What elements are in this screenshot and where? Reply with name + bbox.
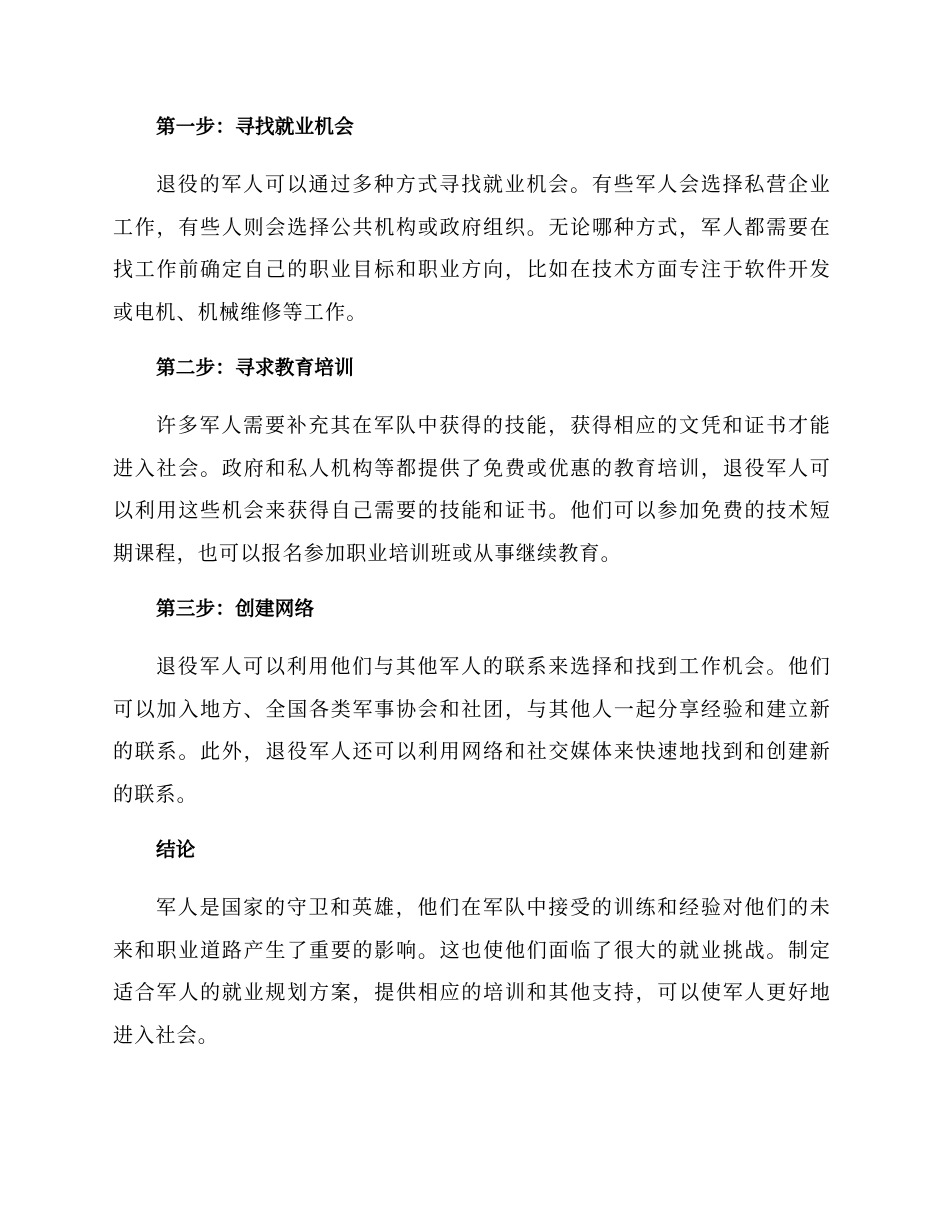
section-heading-conclusion: 结论 [156, 838, 196, 861]
section-paragraph-conclusion: 军人是国家的守卫和英雄，他们在军队中接受的训练和经验对他们的未来和职业道路产生了重要的影响。这也使他们面临了很大的就业挑战。制定适合军人的就业规划方案，提供相应的培训和其他支持，可以使军人更好地进入社会。 [113, 895, 831, 1047]
section-paragraph-step-1: 退役的军人可以通过多种方式寻找就业机会。有些军人会选择私营企业工作，有些人则会选择公共机构或政府组织。无论哪种方式，军人都需要在找工作前确定自己的职业目标和职业方向，比如在技术方面专注于软件开发或电机、机械维修等工作。 [113, 172, 831, 324]
section-heading-step-3: 第三步：创建网络 [156, 597, 315, 620]
section-paragraph-step-3: 退役军人可以利用他们与其他军人的联系来选择和找到工作机会。他们可以加入地方、全国各类军事协会和社团，与其他人一起分享经验和建立新的联系。此外，退役军人还可以利用网络和社交媒体来快速地找到和创建新的联系。 [113, 654, 831, 806]
section-heading-step-2: 第二步：寻求教育培训 [156, 356, 355, 379]
section-paragraph-step-2: 许多军人需要补充其在军队中获得的技能，获得相应的文凭和证书才能进入社会。政府和私人机构等都提供了免费或优惠的教育培训，退役军人可以利用这些机会来获得自己需要的技能和证书。他们可以参加免费的技术短期课程，也可以报名参加职业培训班或从事继续教育。 [113, 413, 831, 565]
section-heading-step-1: 第一步：寻找就业机会 [156, 115, 355, 138]
document-body [113, 108, 831, 1056]
